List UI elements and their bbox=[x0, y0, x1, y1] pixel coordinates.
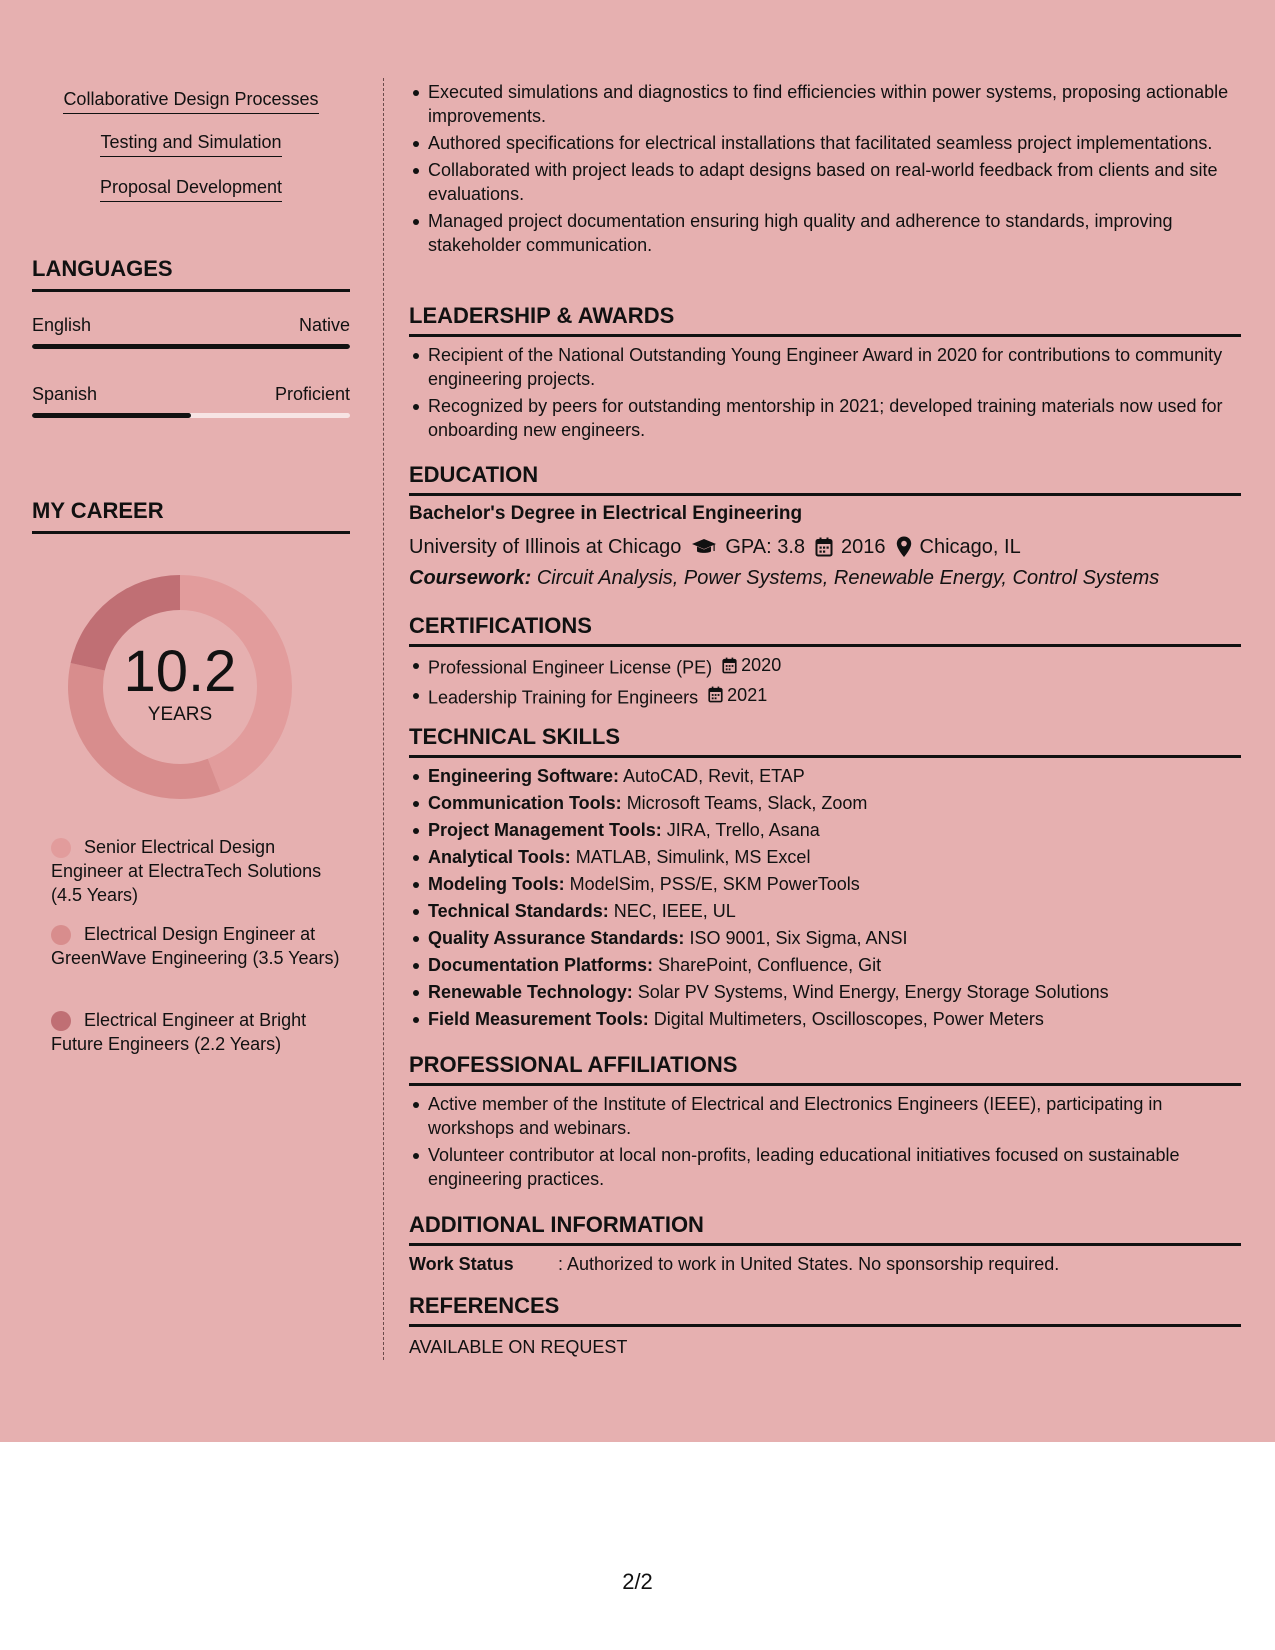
work-status-row bbox=[409, 1252, 1059, 1276]
skill-values: AutoCAD, Revit, ETAP bbox=[623, 766, 805, 786]
certification-name: Professional Engineer License (PE) bbox=[428, 657, 713, 678]
skill-link[interactable] bbox=[32, 88, 350, 114]
skill-category: Documentation Platforms: bbox=[428, 955, 654, 975]
certification-year: 2021 bbox=[727, 684, 768, 705]
skill-category: Communication Tools: bbox=[428, 793, 622, 813]
leadership-heading: LEADERSHIP & AWARDS bbox=[409, 303, 1241, 337]
list-item: Volunteer contributor at local non-profits, leading educational initiatives focused on sustainable engineering practices. bbox=[428, 1143, 1241, 1191]
experience-bullets bbox=[409, 80, 1241, 260]
list-item bbox=[428, 764, 1241, 788]
education-coursework bbox=[409, 565, 1159, 591]
list-item bbox=[428, 1007, 1241, 1031]
additional-info-heading: ADDITIONAL INFORMATION bbox=[409, 1212, 1241, 1246]
skill-link-text: Proposal Development bbox=[100, 176, 282, 202]
skill-category: Field Measurement Tools: bbox=[428, 1009, 649, 1029]
education-details bbox=[409, 534, 1021, 560]
language-bar-fill bbox=[32, 344, 350, 349]
skill-category: Engineering Software: bbox=[428, 766, 620, 786]
education-school: University of Illinois at Chicago bbox=[409, 536, 682, 558]
skill-values: SharePoint, Confluence, Git bbox=[658, 955, 882, 975]
language-bar bbox=[32, 413, 350, 418]
education-location: Chicago, IL bbox=[919, 536, 1021, 558]
skill-values: Digital Multimeters, Oscilloscopes, Power Meters bbox=[653, 1009, 1044, 1029]
career-legend-item: Electrical Design Engineer at GreenWave Engineering (3.5 Years) bbox=[51, 924, 340, 968]
list-item bbox=[428, 926, 1241, 950]
references-text: AVAILABLE ON REQUEST bbox=[409, 1337, 628, 1357]
column-divider bbox=[383, 78, 384, 1360]
list-item: Authored specifications for electrical installations that facilitated seamless project implementations. bbox=[428, 131, 1241, 155]
language-row bbox=[32, 383, 350, 405]
career-total-value: 10.2 bbox=[123, 639, 237, 704]
location-pin-icon bbox=[896, 536, 912, 558]
skill-link[interactable] bbox=[32, 131, 350, 157]
calendar-icon bbox=[722, 657, 737, 674]
list-item bbox=[428, 980, 1241, 1004]
list-item: Recognized by peers for outstanding mentorship in 2021; developed training materials now used for onboarding new engineers. bbox=[428, 394, 1241, 442]
calendar-icon bbox=[815, 537, 833, 557]
list-item bbox=[428, 899, 1241, 923]
list-item bbox=[428, 953, 1241, 977]
calendar-icon bbox=[708, 686, 723, 703]
language-row bbox=[32, 314, 350, 336]
list-item bbox=[428, 791, 1241, 815]
list-item: Active member of the Institute of Electrical and Electronics Engineers (IEEE), participating in workshops and webinars. bbox=[428, 1092, 1241, 1140]
language-name: English bbox=[32, 315, 92, 335]
languages-heading: LANGUAGES bbox=[32, 256, 350, 292]
page-number: 2/2 bbox=[622, 1569, 653, 1594]
list-item: Executed simulations and diagnostics to find efficiencies within power systems, proposing actionable improvements. bbox=[428, 80, 1241, 128]
career-total bbox=[67, 574, 293, 800]
education-degree: Bachelor's Degree in Electrical Engineering bbox=[409, 503, 803, 524]
skill-values: NEC, IEEE, UL bbox=[613, 901, 736, 921]
language-name: Spanish bbox=[32, 384, 98, 404]
skill-category: Modeling Tools: bbox=[428, 874, 565, 894]
skill-category: Quality Assurance Standards: bbox=[428, 928, 685, 948]
skill-category: Analytical Tools: bbox=[428, 847, 571, 867]
career-heading: MY CAREER bbox=[32, 498, 350, 534]
skill-values: JIRA, Trello, Asana bbox=[666, 820, 820, 840]
affiliations-heading: PROFESSIONAL AFFILIATIONS bbox=[409, 1052, 1241, 1086]
coursework-list: Circuit Analysis, Power Systems, Renewable Energy, Control Systems bbox=[536, 567, 1160, 589]
certification-year: 2020 bbox=[741, 655, 782, 675]
references-heading: REFERENCES bbox=[409, 1293, 1241, 1327]
list-item: Recipient of the National Outstanding Young Engineer Award in 2020 for contributions to community engineering projects. bbox=[428, 343, 1241, 391]
skill-category: Project Management Tools: bbox=[428, 820, 662, 840]
skill-values: Microsoft Teams, Slack, Zoom bbox=[626, 793, 868, 813]
work-status-value: : Authorized to work in United States. No sponsorship required. bbox=[558, 1254, 1060, 1274]
list-item bbox=[428, 683, 1241, 710]
leadership-list bbox=[409, 343, 1241, 445]
skill-category: Renewable Technology: bbox=[428, 982, 633, 1002]
list-item: Collaborated with project leads to adapt designs based on real-world feedback from clients and site evaluations. bbox=[428, 158, 1241, 206]
skill-category: Technical Standards: bbox=[428, 901, 609, 921]
certifications-heading: CERTIFICATIONS bbox=[409, 613, 1241, 647]
career-legend-item: Electrical Engineer at Bright Future Engineers (2.2 Years) bbox=[51, 1010, 307, 1054]
technical-skills-list bbox=[409, 764, 1241, 1034]
career-total-unit: YEARS bbox=[147, 704, 213, 725]
skill-values: ModelSim, PSS/E, SKM PowerTools bbox=[569, 874, 860, 894]
coursework-label: Coursework: bbox=[409, 567, 532, 589]
skill-values: Solar PV Systems, Wind Energy, Energy Storage Solutions bbox=[637, 982, 1109, 1002]
graduation-cap-icon bbox=[691, 538, 717, 556]
list-item bbox=[428, 653, 1241, 680]
affiliations-list bbox=[409, 1092, 1241, 1194]
skill-link[interactable] bbox=[32, 176, 350, 202]
education-heading: EDUCATION bbox=[409, 462, 1241, 496]
work-status-label: Work Status bbox=[409, 1254, 514, 1274]
career-legend-item: Senior Electrical Design Engineer at ElectraTech Solutions (4.5 Years) bbox=[51, 837, 322, 905]
education-year: 2016 bbox=[841, 536, 886, 558]
skill-link-text: Collaborative Design Processes bbox=[63, 88, 318, 114]
list-item: Managed project documentation ensuring high quality and adherence to standards, improving stakeholder communication. bbox=[428, 209, 1241, 257]
language-level: Proficient bbox=[274, 384, 350, 404]
skill-link-text: Testing and Simulation bbox=[100, 131, 281, 157]
language-level: Native bbox=[298, 315, 350, 335]
skill-values: ISO 9001, Six Sigma, ANSI bbox=[689, 928, 908, 948]
list-item bbox=[428, 845, 1241, 869]
certification-name: Leadership Training for Engineers bbox=[428, 687, 699, 707]
skill-values: MATLAB, Simulink, MS Excel bbox=[575, 847, 811, 867]
list-item bbox=[428, 818, 1241, 842]
language-bar-fill bbox=[32, 413, 191, 418]
certifications-list bbox=[409, 653, 1241, 712]
career-donut-chart bbox=[67, 574, 293, 800]
education-gpa: GPA: 3.8 bbox=[725, 536, 806, 558]
technical-skills-heading: TECHNICAL SKILLS bbox=[409, 724, 1241, 758]
list-item bbox=[428, 872, 1241, 896]
language-bar bbox=[32, 344, 350, 349]
